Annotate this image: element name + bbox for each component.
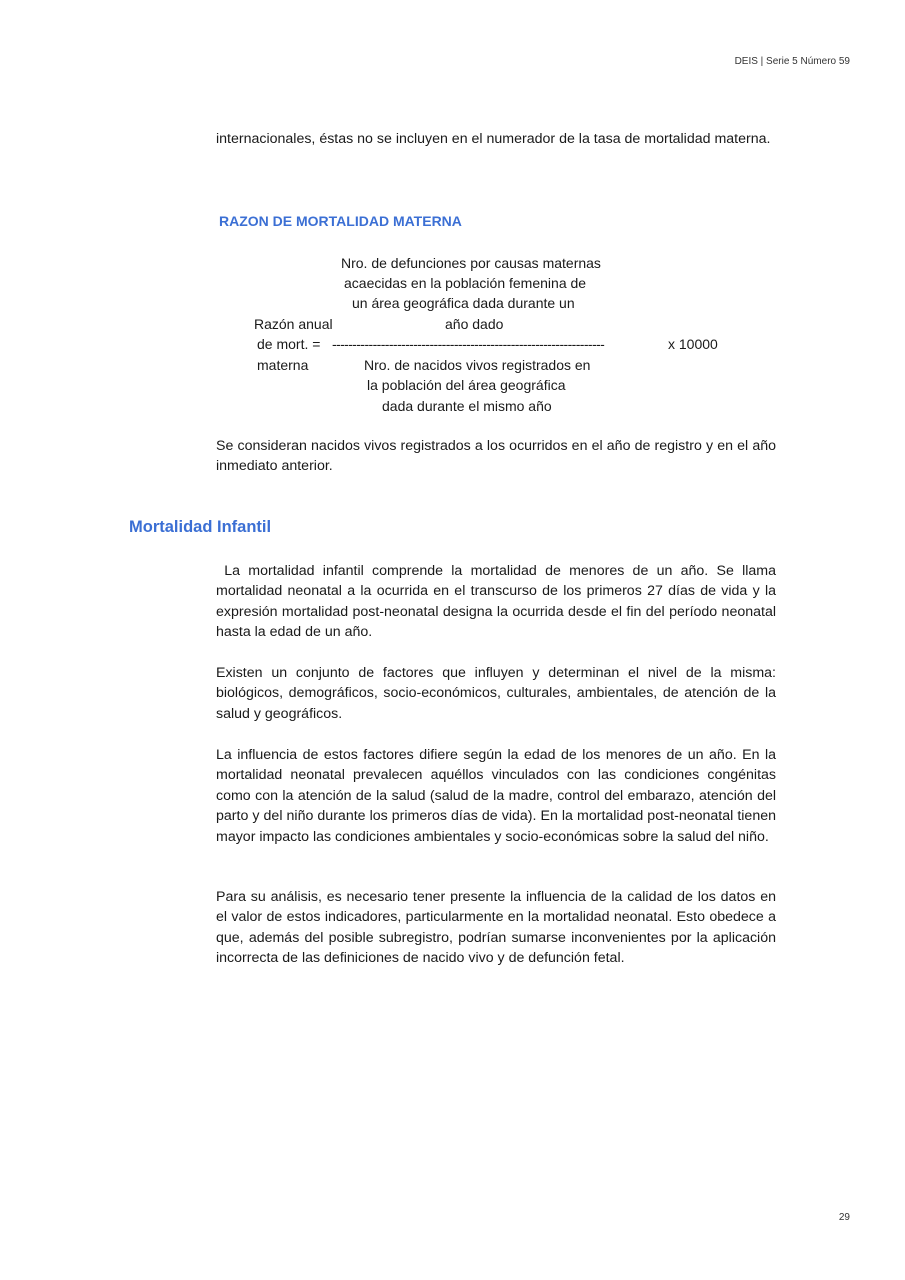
formula-lhs-line1: Razón anual	[254, 316, 333, 332]
infant-paragraph-3: La influencia de estos factores difiere según la edad de los menores de un año. En la mortalidad neonatal prevalecen aquéllos vinculados con las condiciones congénitas como con la atención de la salud (salud de la madre, control del embarazo, atención del parto y del niño durante los primeros días de vida). En la mortalidad post-neonatal tienen mayor impacto las condiciones ambientales y socio-económicas sobre la salud del niño.	[216, 747, 776, 845]
infant-paragraph-4: Para su análisis, es necesario tener presente la influencia de la calidad de los datos en el valor de estos indicadores, particularmente en la mortalidad neonatal. Esto obedece a que, además del posible subregistro, podrían sumarse inconvenientes por la aplicación incorrecta de las definiciones de nacido vivo y de defunción fetal.	[216, 889, 776, 967]
formula-numerator-line1: Nro. de defunciones por causas maternas	[341, 255, 601, 271]
formula-denominator-line2: la población del área geográfica	[367, 377, 566, 393]
formula-denominator-line3: dada durante el mismo año	[382, 398, 552, 414]
infant-paragraph-2: Existen un conjunto de factores que influyen y determinan el nivel de la misma: biológicos, demográficos, socio-económicos, culturales, ambientales, de atención de la salud y geográficos.	[216, 665, 776, 722]
formula-lhs-line3: materna	[257, 357, 309, 373]
formula-multiplier: x 10000	[668, 336, 718, 352]
section-title-maternal: RAZON DE MORTALIDAD MATERNA	[219, 213, 462, 229]
formula-numerator-line3: un área geográfica dada durante un	[352, 295, 575, 311]
formula-numerator-line2: acaecidas en la población femenina de	[344, 275, 587, 291]
formula-divider: -------------------------------------------------------------------	[332, 336, 605, 352]
page-number: 29	[838, 1212, 850, 1223]
infant-paragraph-1: La mortalidad infantil comprende la mortalidad de menores de un año. Se llama mortalidad neonatal a la ocurrida en el transcurso de los primeros 27 días de vida y la expresión mortalidad post-neonatal designa la ocurrida desde el fin del período neonatal hasta la edad de un año.	[216, 563, 780, 641]
registration-note: Se consideran nacidos vivos registrados a los ocurridos en el año de registro y en el año inmediato anterior.	[216, 438, 776, 475]
formula-numerator-line4: año dado	[445, 316, 504, 332]
formula-denominator-line1: Nro. de nacidos vivos registrados en	[364, 357, 591, 373]
section-title-infant: Mortalidad Infantil	[129, 518, 272, 536]
page-header: DEIS | Serie 5 Número 59	[734, 56, 850, 67]
formula-lhs-line2: de mort. =	[257, 336, 321, 352]
intro-paragraph: internacionales, éstas no se incluyen en el numerador de la tasa de mortalidad materna.	[216, 131, 771, 147]
